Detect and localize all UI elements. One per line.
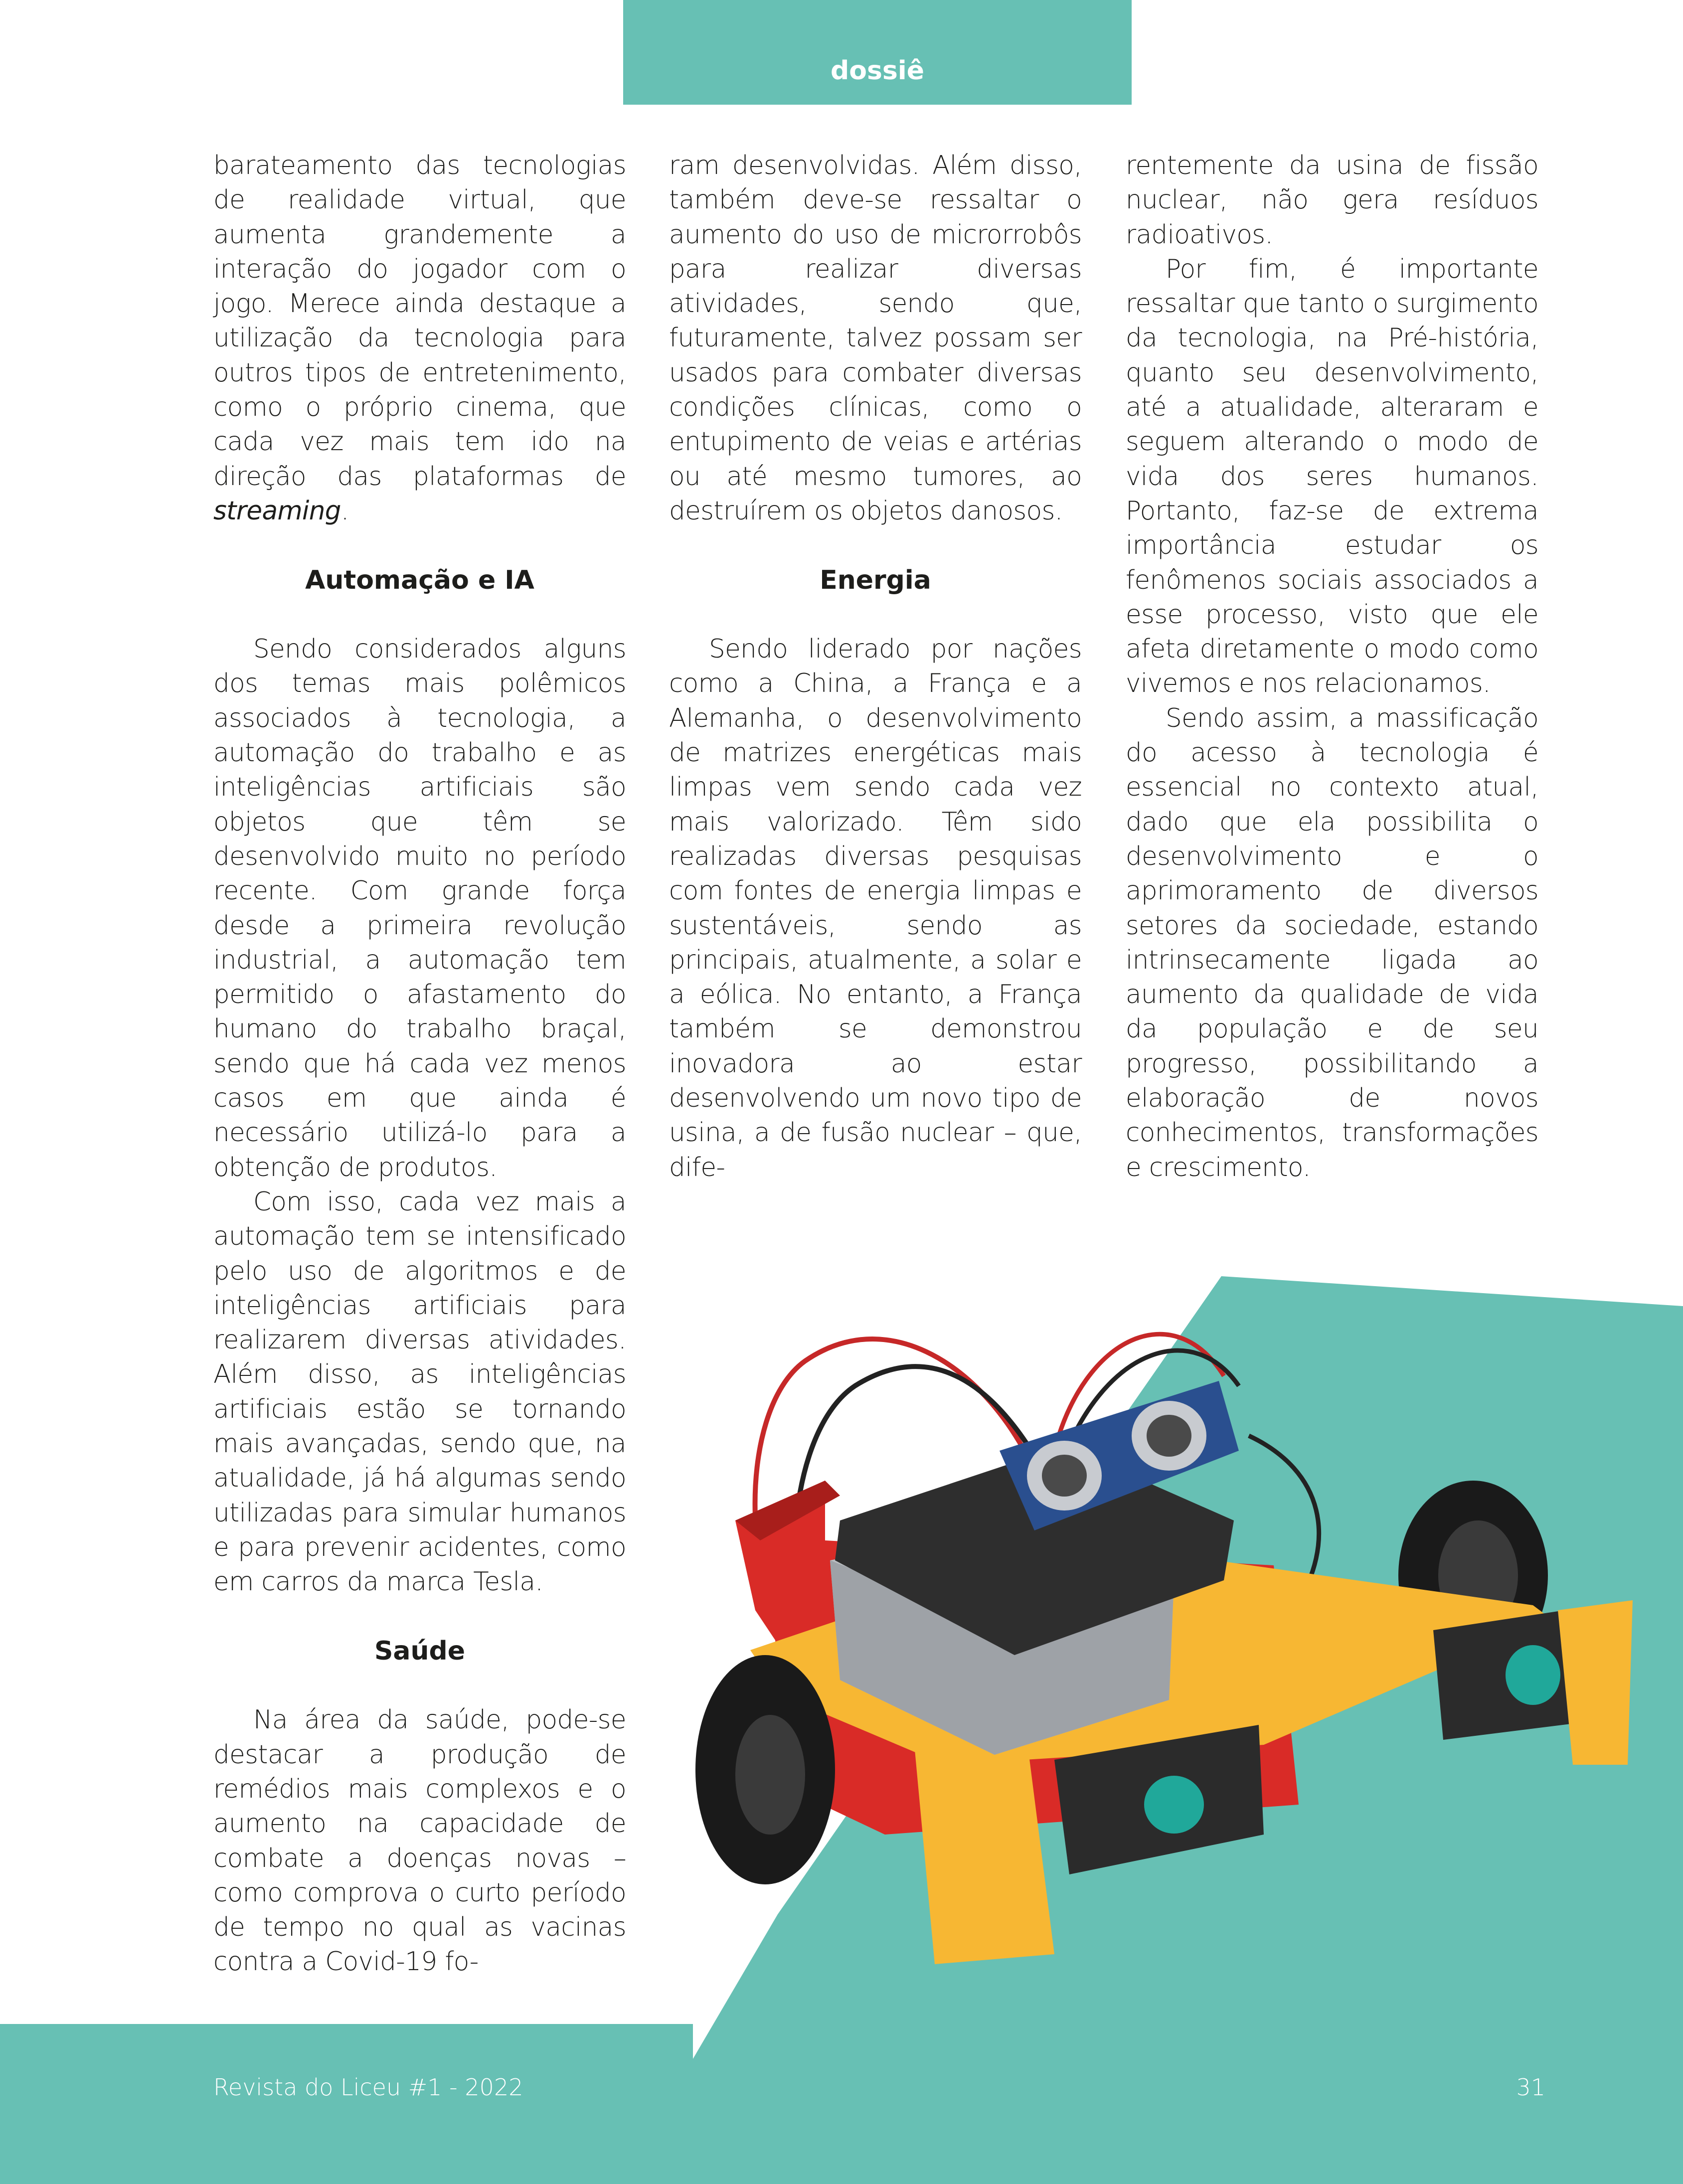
column-2 [669, 149, 1082, 1185]
paragraph: Na área da saúde, pode-se destacar a produção de remédios mais complexos e o aumento na capacidade de combate a doenças novas – como comprova o curto período de tempo no qual as vacinas contra a Covid-19 fo- [213, 1705, 626, 1977]
paragraph: Sendo considerados alguns dos temas mais polêmicos associados à tecnologia, a automação do trabalho e as inteligências artificiais são objetos que têm se desenvolvido muito no período recente. Com grande força desde a primeira revolução industrial, a automação tem permitido o afastamento do humano do trabalho braçal, sendo que há cada vez menos casos em que ainda é necessário utilizá-lo para a obtenção de produtos. [213, 634, 626, 1182]
paragraph: Sendo assim, a massificação do acesso à tecnologia é essencial no contexto atual, dado que ela possibilita o desenvolvimento e o aprimoramento de diversos setores da sociedade, estando intrinsecamente ligada ao aumento da qualidade de vida da população e de seu progresso, possibilitando a elaboração de novos conhecimentos, transformações e crescimento. [1126, 703, 1538, 1182]
heading-automacao: Automação e IA [305, 565, 534, 595]
section-tab-label: dossiê [831, 56, 924, 86]
paragraph: Com isso, cada vez mais a automação tem se intensificado pelo uso de algoritmos e de inteligências artificiais para realizarem diversas atividades. Além disso, as inteligências artificiais estão se tornando mais avançadas, sendo que, na atualidade, já há algumas sendo utilizadas para simular humanos e para prevenir acidentes, como em carros da marca Tesla. [213, 1186, 626, 1597]
heading-saude: Saúde [374, 1636, 466, 1666]
column-3 [1126, 149, 1538, 1185]
paragraph: ram desenvolvidas. Além disso, também deve-se ressaltar o aumento do uso de microrrobôs para realizar diversas atividades, sendo que, futuramente, talvez possam ser usados para combater diversas condições clínicas, como o entupimento de veias e artérias ou até mesmo tumores, ao destruírem os objetos danosos. [669, 151, 1082, 526]
paragraph: barateamento das tecnologias de realidade virtual, que aumenta grandemente a interação do jogador com o jogo. Merece ainda destaque a utilização da tecnologia para outros tipos de entretenimento, como o próprio cinema, que cada vez mais tem ido na direção das plataformas de streaming. [213, 151, 626, 526]
heading-energia: Energia [820, 565, 931, 595]
page-number: 31 [1516, 2074, 1545, 2101]
paragraph: rentemente da usina de fissão nuclear, não gera resíduos radioativos. [1126, 151, 1538, 250]
robot-car-photo [675, 1261, 1648, 2009]
paragraph: Sendo liderado por nações como a China, a França e a Alemanha, o desenvolvimento de matrizes energéticas mais limpas vem sendo cada vez mais valorizado. Têm sido realizadas diversas pesquisas com fontes de energia limpas e sustentáveis, sendo as principais, atualmente, a solar e a eólica. No entanto, a França também se demonstrou inovadora ao estar desenvolvendo um novo tipo de usina, a de fusão nuclear – que, dife- [669, 634, 1082, 1182]
section-tab [623, 0, 1132, 105]
column-1 [213, 149, 626, 1980]
emphasis-streaming: streaming [213, 496, 341, 526]
footer-publication: Revista do Liceu #1 - 2022 [213, 2074, 523, 2101]
paragraph: Por fim, é importante ressaltar que tanto o surgimento da tecnologia, na Pré-história, quanto seu desenvolvimento, até a atualidade, alteraram e seguem alterando o modo de vida dos seres humanos. Portanto, faz-se de extrema importância estudar os fenômenos sociais associados a esse processo, visto que ele afeta diretamente o modo como vivemos e nos relacionamos. [1126, 254, 1538, 699]
